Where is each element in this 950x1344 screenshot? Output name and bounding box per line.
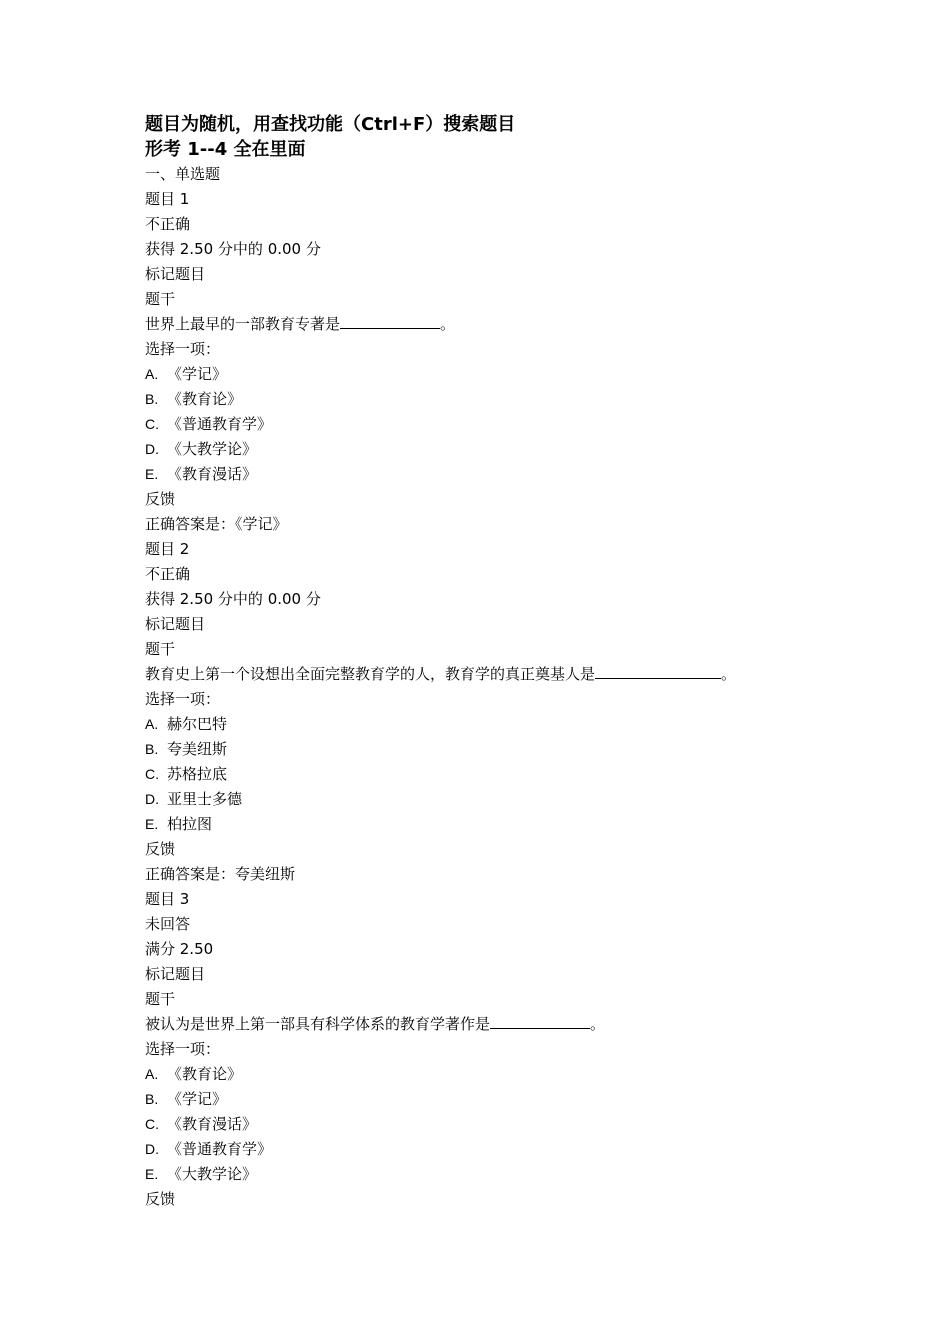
option-text: 《学记》 xyxy=(167,365,228,383)
option-e[interactable] xyxy=(145,462,905,487)
option-letter: A. xyxy=(145,1066,159,1082)
mark-question-label: 标记题目 xyxy=(145,615,206,633)
question-score: 获得 2.50 分中的 0.00 分 xyxy=(145,590,321,608)
question-status: 不正确 xyxy=(145,215,191,233)
stem-label: 题干 xyxy=(145,290,176,308)
option-text: 《教育漫话》 xyxy=(167,1115,258,1133)
option-c[interactable] xyxy=(145,762,905,787)
option-d[interactable] xyxy=(145,1137,905,1162)
choose-prompt: 选择一项： xyxy=(145,690,221,708)
stem-end: 。 xyxy=(440,315,456,333)
option-text: 《教育论》 xyxy=(167,390,243,408)
question-number: 题目 2 xyxy=(145,540,190,558)
option-letter: E. xyxy=(145,816,159,832)
question-stem xyxy=(145,1012,905,1037)
option-letter: C. xyxy=(145,1116,159,1132)
answer-blank xyxy=(595,662,721,679)
choose-prompt: 选择一项： xyxy=(145,340,221,358)
option-e[interactable] xyxy=(145,812,905,837)
stem-text: 教育史上第一个设想出全面完整教育学的人，教育学的真正奠基人是 xyxy=(145,665,596,683)
option-letter: C. xyxy=(145,766,159,782)
option-letter: D. xyxy=(145,1141,159,1157)
option-letter: E. xyxy=(145,466,159,482)
stem-label: 题干 xyxy=(145,640,176,658)
section-heading: 一、单选题 xyxy=(145,165,221,183)
question-score: 满分 2.50 xyxy=(145,940,214,958)
option-b[interactable] xyxy=(145,1087,905,1112)
option-text: 《学记》 xyxy=(167,1090,228,1108)
option-letter: D. xyxy=(145,791,159,807)
feedback-label: 反馈 xyxy=(145,840,176,858)
question-status: 未回答 xyxy=(145,915,191,933)
option-letter: D. xyxy=(145,441,159,457)
option-letter: A. xyxy=(145,366,159,382)
stem-text: 被认为是世界上第一部具有科学体系的教育学著作是 xyxy=(145,1015,491,1033)
choose-prompt: 选择一项： xyxy=(145,1040,221,1058)
option-text: 亚里士多德 xyxy=(167,790,243,808)
option-letter: B. xyxy=(145,391,159,407)
option-letter: B. xyxy=(145,1091,159,1107)
option-text: 苏格拉底 xyxy=(167,765,228,783)
option-text: 柏拉图 xyxy=(167,815,213,833)
option-letter: A. xyxy=(145,716,159,732)
answer-blank xyxy=(490,1012,590,1029)
header-line-1: 题目为随机，用查找功能（Ctrl+F）搜索题目 xyxy=(145,114,516,135)
correct-answer: 正确答案是：《学记》 xyxy=(145,515,288,533)
option-text: 赫尔巴特 xyxy=(167,715,228,733)
feedback-label: 反馈 xyxy=(145,490,176,508)
option-b[interactable] xyxy=(145,737,905,762)
question-score: 获得 2.50 分中的 0.00 分 xyxy=(145,240,321,258)
option-letter: E. xyxy=(145,1166,159,1182)
option-letter: B. xyxy=(145,741,159,757)
option-c[interactable] xyxy=(145,412,905,437)
option-d[interactable] xyxy=(145,437,905,462)
question-status: 不正确 xyxy=(145,565,191,583)
option-text: 《普通教育学》 xyxy=(167,415,273,433)
option-d[interactable] xyxy=(145,787,905,812)
option-a[interactable] xyxy=(145,1062,905,1087)
question-1 xyxy=(145,187,905,537)
correct-answer: 正确答案是：夸美纽斯 xyxy=(145,865,296,883)
option-text: 夸美纽斯 xyxy=(167,740,228,758)
option-text: 《教育论》 xyxy=(167,1065,243,1083)
question-stem xyxy=(145,312,905,337)
option-b[interactable] xyxy=(145,387,905,412)
answer-blank xyxy=(340,312,440,329)
document-page xyxy=(145,112,905,1212)
option-text: 《教育漫话》 xyxy=(167,465,258,483)
option-a[interactable] xyxy=(145,712,905,737)
header-line-2: 形考 1--4 全在里面 xyxy=(145,139,306,160)
option-text: 《大教学论》 xyxy=(167,1165,258,1183)
question-stem xyxy=(145,662,905,687)
question-3 xyxy=(145,887,905,1212)
stem-text: 世界上最早的一部教育专著是 xyxy=(145,315,341,333)
option-c[interactable] xyxy=(145,1112,905,1137)
option-text: 《普通教育学》 xyxy=(167,1140,273,1158)
stem-end: 。 xyxy=(721,665,737,683)
question-2 xyxy=(145,537,905,887)
option-e[interactable] xyxy=(145,1162,905,1187)
stem-label: 题干 xyxy=(145,990,176,1008)
mark-question-label: 标记题目 xyxy=(145,965,206,983)
option-a[interactable] xyxy=(145,362,905,387)
option-letter: C. xyxy=(145,416,159,432)
mark-question-label: 标记题目 xyxy=(145,265,206,283)
stem-end: 。 xyxy=(590,1015,606,1033)
option-text: 《大教学论》 xyxy=(167,440,258,458)
feedback-label: 反馈 xyxy=(145,1190,176,1208)
question-number: 题目 1 xyxy=(145,190,190,208)
question-number: 题目 3 xyxy=(145,890,190,908)
